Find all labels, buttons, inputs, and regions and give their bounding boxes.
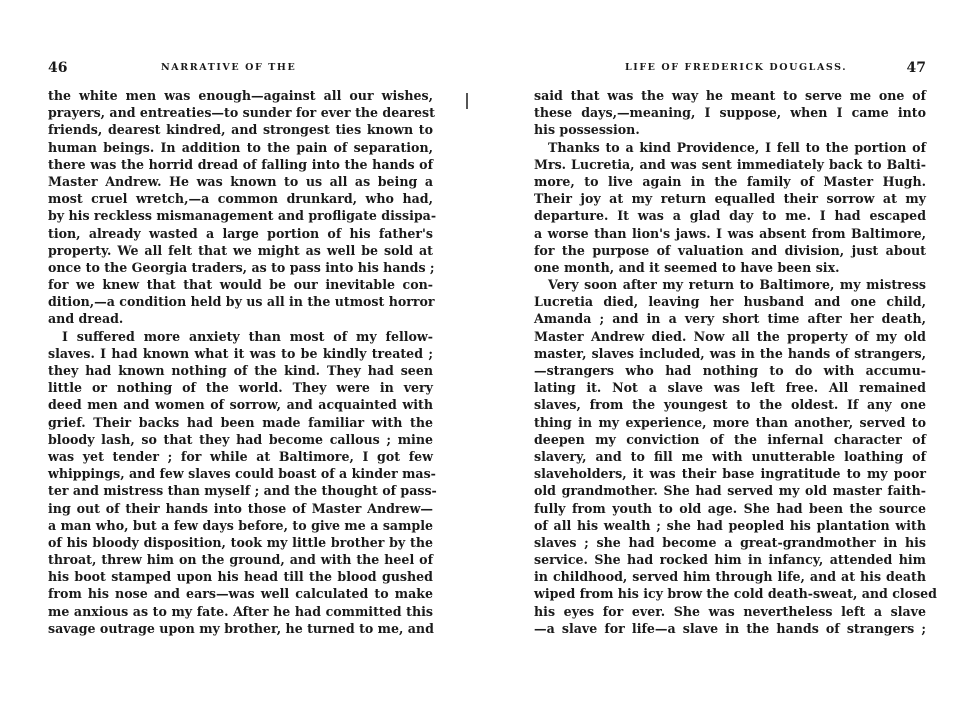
text-line: lating it. Not a slave was left free. All remained	[534, 380, 926, 396]
text-line: —strangers who had nothing to do with accumu-	[534, 363, 926, 378]
text-line: human beings. In addition to the pain of separation,	[48, 139, 433, 155]
gutter-mark	[466, 93, 468, 109]
text-line: these days,—meaning, I suppose, when I came into	[534, 105, 926, 121]
text-line: of all his wealth ; she had peopled his plantation with	[534, 517, 926, 533]
text-line: for the purpose of valuation and division, just about	[534, 242, 926, 258]
text-line: wiped from his icy brow the cold death-sweat, and closed	[534, 586, 937, 602]
text-line: thing in my experience, more than another, served to	[534, 414, 926, 430]
text-line: slavery, and to fill me with unutterable loathing of	[534, 448, 926, 464]
text-line: for we knew that that would be our inevitable con-	[48, 277, 433, 293]
text-line: in childhood, served him through life, and at his death	[534, 569, 926, 585]
text-line: by his reckless mismanagement and profligate dissipa-	[48, 208, 437, 224]
text-line: fully from youth to old age. She had been the source	[534, 500, 926, 516]
text-line: a man who, but a few days before, to give me a sample	[48, 517, 433, 533]
text-line: I suffered more anxiety than most of my fellow-	[62, 328, 433, 344]
text-line: one month, and it seemed to have been six.	[534, 259, 840, 275]
text-line: master, slaves included, was in the hands of strangers,	[534, 345, 926, 361]
left-page-number: 46	[48, 60, 68, 76]
text-line: ing out of their hands into those of Master Andrew—	[48, 500, 433, 516]
text-line: slaves, from the youngest to the oldest. If any one	[534, 397, 926, 413]
text-line: tion, already wasted a large portion of his father's	[48, 225, 433, 241]
text-line: Very soon after my return to Baltimore, my mistress	[548, 277, 926, 293]
right-page	[490, 0, 980, 727]
text-line: his eyes for ever. She was nevertheless left a slave	[534, 603, 926, 619]
right-running-head	[534, 58, 926, 78]
text-line: deepen my conviction of the infernal character of	[534, 431, 926, 447]
text-line: —a slave for life—a slave in the hands of strangers ;	[534, 620, 926, 636]
text-line: me anxious as to my fate. After he had committed this	[48, 603, 433, 619]
text-line: slaves ; she had become a great-grandmother in his	[534, 534, 926, 550]
text-line: the white men was enough—against all our wishes,	[48, 88, 433, 103]
text-line: a worse than lion's jaws. I was absent from Baltimore,	[534, 225, 926, 241]
text-line: from his nose and ears—was well calculated to make	[48, 586, 433, 602]
text-line: whippings, and few slaves could boast of a kinder mas-	[48, 466, 436, 482]
text-line: said that was the way he meant to serve me one of	[534, 88, 926, 103]
text-line: throat, threw him on the ground, and with the heel of	[48, 552, 433, 568]
text-line: and dread.	[48, 311, 124, 327]
text-line: deed men and women of sorrow, and acquainted with	[48, 397, 433, 413]
text-line: there was the horrid dread of falling into the hands of	[48, 156, 433, 172]
text-line: grief. Their backs had been made familiar with the	[48, 414, 433, 430]
text-line: friends, dearest kindred, and strongest ties known to	[48, 122, 433, 138]
text-line: slaves. I had known what it was to be kindly treated ;	[48, 345, 433, 361]
text-line: departure. It was a glad day to me. I had escaped	[534, 208, 926, 224]
right-page-text	[534, 87, 937, 637]
left-running-title: NARRATIVE OF THE	[161, 62, 297, 73]
text-line: Mrs. Lucretia, and was sent immediately back to Balti-	[534, 156, 926, 172]
text-line: Their joy at my return equalled their sorrow at my	[534, 191, 926, 207]
text-line: Master Andrew died. Now all the property of my old	[534, 328, 926, 344]
text-line: Thanks to a kind Providence, I fell to the portion of	[548, 139, 926, 155]
text-line: service. She had rocked him in infancy, attended him	[534, 552, 926, 568]
text-line: of his bloody disposition, took my little brother by the	[48, 534, 433, 550]
text-line: slaveholders, it was their base ingratitude to my poor	[534, 466, 926, 482]
text-line: savage outrage upon my brother, he turned to me, and	[48, 620, 434, 636]
left-page-text	[48, 87, 437, 637]
text-line: Amanda ; and in a very short time after her death,	[534, 311, 926, 327]
text-line: property. We all felt that we might as well be sold at	[48, 242, 433, 258]
text-line: most cruel wretch,—a common drunkard, who had,	[48, 191, 433, 207]
right-page-number: 47	[906, 60, 926, 76]
text-line: once to the Georgia traders, as to pass into his hands ;	[48, 259, 435, 275]
text-line: ter and mistress than myself ; and the thought of pass-	[48, 483, 437, 499]
left-page	[0, 0, 470, 727]
text-line: Master Andrew. He was known to us all as being a	[48, 173, 433, 189]
text-line: more, to live again in the family of Master Hugh.	[534, 173, 926, 189]
text-line: his possession.	[534, 122, 640, 138]
text-line: his boot stamped upon his head till the blood gushed	[48, 569, 433, 585]
text-line: little or nothing of the world. They were in very	[48, 380, 433, 396]
text-line: prayers, and entreaties—to sunder for ever the dearest	[48, 105, 435, 121]
text-line: bloody lash, so that they had become callous ; mine	[48, 431, 433, 447]
text-line: old grandmother. She had served my old master faith-	[534, 483, 926, 499]
left-running-head	[48, 58, 438, 78]
right-running-title: LIFE OF FREDERICK DOUGLASS.	[625, 62, 848, 73]
text-line: dition,—a condition held by us all in the utmost horror	[48, 294, 435, 310]
text-line: they had known nothing of the kind. They had seen	[48, 363, 433, 378]
text-line: Lucretia died, leaving her husband and one child,	[534, 294, 926, 310]
text-line: was yet tender ; for while at Baltimore, I got few	[48, 448, 433, 464]
